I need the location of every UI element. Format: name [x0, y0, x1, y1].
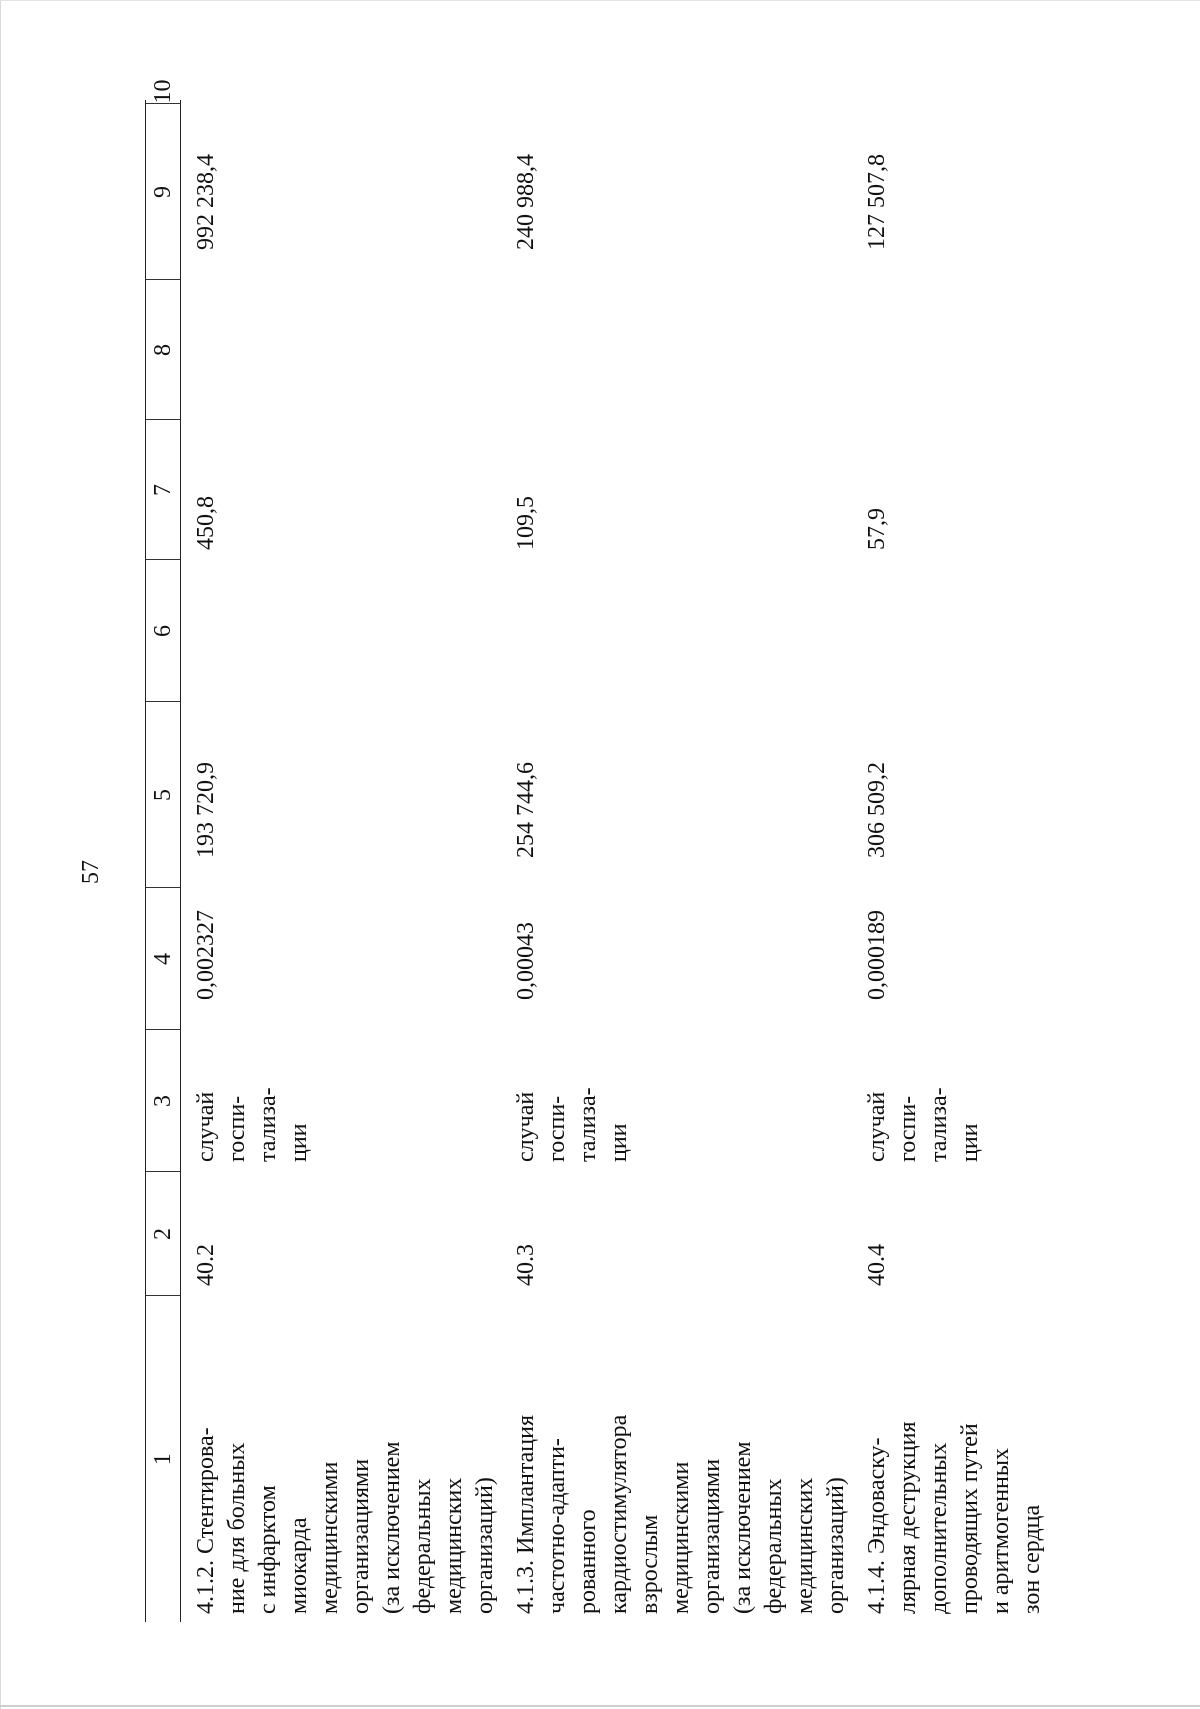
- cost-cell: 306 509,2: [864, 762, 890, 858]
- norm-cell: 0,000189: [864, 910, 890, 1000]
- service-name-cell: 4.1.2. Стентирова- ние для больных с инфарктом миокарда медицинскими организациями (за исключением федеральных медицинских организаций): [193, 1427, 498, 1614]
- unit-cell: случай госпи- тализа- ции: [193, 1087, 312, 1162]
- rotated-table-container: [145, 79, 1045, 1622]
- column-header-1: 1: [146, 1296, 181, 1622]
- column-9-cell: 992 238,4: [193, 154, 219, 250]
- page-number: 57: [78, 860, 104, 884]
- table-row: [501, 100, 852, 1622]
- column-header-5: 5: [146, 702, 181, 888]
- column-10-cell: [852, 100, 1048, 104]
- column-9-cell: 240 988,4: [513, 154, 539, 250]
- column-header-3: 3: [146, 1030, 181, 1172]
- scan-edge-left: [0, 0, 1, 1709]
- unit-cell: случай госпи- тализа- ции: [864, 1087, 983, 1162]
- code-cell: 40.3: [513, 1244, 539, 1286]
- column-8-cell: [852, 280, 1048, 420]
- column-header-9: 9: [146, 104, 181, 280]
- column-6-cell: [181, 560, 502, 702]
- norm-cell: 0,00043: [513, 922, 539, 1000]
- column-7-cell: 57,9: [864, 508, 890, 550]
- column-header-6: 6: [146, 560, 181, 702]
- column-10-cell: [501, 100, 852, 104]
- unit-cell: случай госпи- тализа- ции: [513, 1087, 632, 1162]
- column-header-4: 4: [146, 888, 181, 1030]
- column-7-cell: 450,8: [193, 496, 219, 550]
- scan-edge-bottom: [0, 1705, 1200, 1707]
- table-row: [852, 100, 1048, 1622]
- table-row: [181, 100, 502, 1622]
- cost-cell: 254 744,6: [513, 762, 539, 858]
- scan-edge-top: [0, 0, 1200, 1]
- column-6-cell: [852, 560, 1048, 702]
- column-8-cell: [501, 280, 852, 420]
- column-header-7: 7: [146, 420, 181, 560]
- column-9-cell: 127 507,8: [864, 154, 890, 250]
- column-8-cell: [181, 280, 502, 420]
- header-row: [146, 100, 181, 1622]
- data-table: [145, 79, 1048, 1622]
- service-name-cell: 4.1.3. Имплантация частотно-адапти- рованного кардиостимулятора взрослым медицинскими организациями (за исключением федеральных медицинских организаций): [513, 1414, 849, 1614]
- cost-cell: 193 720,9: [193, 762, 219, 858]
- column-7-cell: 109,5: [513, 496, 539, 550]
- column-header-2: 2: [146, 1172, 181, 1296]
- column-header-10: 10: [146, 100, 181, 104]
- column-10-cell: [181, 100, 502, 104]
- service-name-cell: 4.1.4. Эндоваску- лярная деструкция дополнительных проводящих путей и аритмогенных зон сердца: [864, 1421, 1045, 1614]
- column-6-cell: [501, 560, 852, 702]
- column-header-8: 8: [146, 280, 181, 420]
- code-cell: 40.2: [193, 1244, 219, 1286]
- code-cell: 40.4: [864, 1244, 890, 1286]
- norm-cell: 0,002327: [193, 910, 219, 1000]
